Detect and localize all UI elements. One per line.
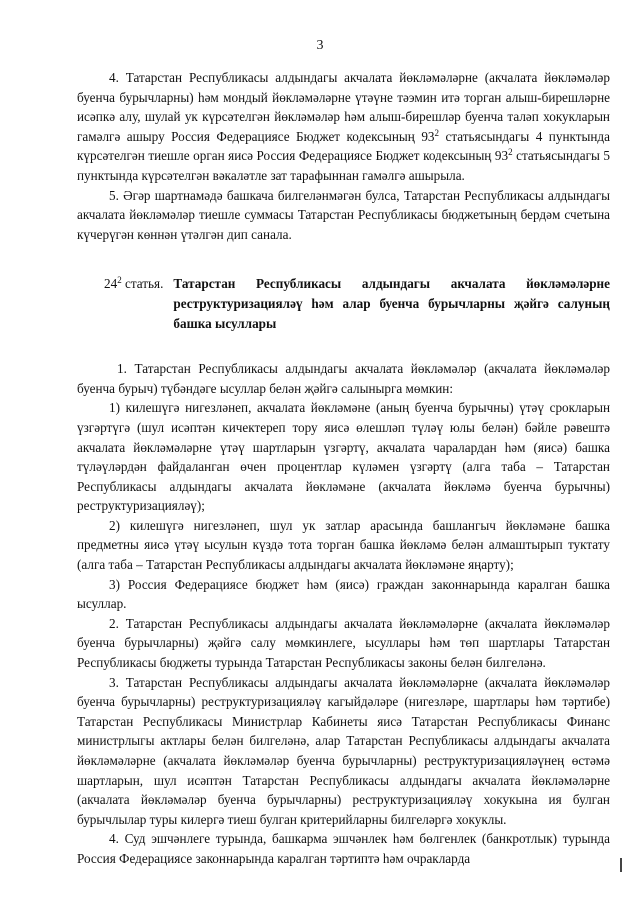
superscript: 2 bbox=[508, 147, 513, 158]
paragraph-4: 4. Суд эшчәнлеге турында, башкарма эшчәнлек һәм бөлгенлек (банкротлык) турында Россия Федерациясе законнарында каралган тәртиптә һәм очракларда bbox=[77, 831, 610, 866]
article-number: $24^2$ статья. bbox=[104, 275, 164, 292]
paragraph-3: 3. Татарстан Республикасы алдындагы акчалата йөкләмәләрне (акчалата йөкләмәләр буенча бурычларны) реструктуризацияләү кагыйдәләре (нигезләре, шартлары һәм тәртибе) Татарстан Республикасы Министрлар Кабинеты яисә Татарстан Республикасы Финанс министрлыгы актлары белән билгеләнә, алар Татарстан Республикасы алдындагы акчалата йөкләмәләрне (акчалата йөкләмәләр буенча бурычларны) реструктуризацияләүнең өстәмә шартларын, шул исәптән Татарстан Республикасы алдындагы акчалата йөкләмәләрне (акчалата йөкләмәләр буенча бурычларны) реструктуризацияләү хокукына ия булган бурычлылар туры килергә тиеш булган критерийларны билгеләргә хокуклы. bbox=[77, 674, 610, 827]
subitem-2: 2) килешүгә нигезләнеп, шул ук затлар арасында башлангыч йөкләмәне башка предметны яисә үтәү ысулын күздә тота торган башка йөкләмә белән алмаштырып туктату (алга таба – Татарстан Республикасы алдындагы акчалата йөкләмәне яңарту); bbox=[77, 517, 610, 573]
paragraph-text: 4. Татарстан Республикасы алдындагы акчалата йөкләмәләрне (акчалата йөкләмәләр буенча бурычларны) һәм мондый йөкләмәләрне үтәүне тәэмин итә торган алыш-бирешләрне исәпкә алу, шулай ук күрсәтелгән йөкләмәләр һәм алыш-бирешләр буенча таләп хокукларын гамәлгә ашыру Россия Федерациясе Бюджет кодексының 93 bbox=[77, 70, 610, 144]
paragraph-5-top: 5. Әгәр шартнамәдә башкача билгеләнмәгән булса, Татарстан Республикасы алдындагы акчалата йөкләмәләр тиешле суммасы Татарстан Республикасы бюджетының бердәм счетына күчерүгән көннән үтәлгән дип санала. bbox=[77, 187, 610, 242]
article-heading bbox=[77, 274, 610, 333]
subitem-3: 3) Россия Федерациясе бюджет һәм (яисә) граждан законнарында каралган башка ысуллар. bbox=[77, 576, 610, 612]
paragraph-text: статьясындагы 5 пунктында күрсәтелгән вәкаләтле зат тарафыннан гамәлгә ашырыла. bbox=[77, 148, 610, 183]
page-number: 3 bbox=[316, 38, 324, 53]
scan-mark bbox=[620, 858, 622, 872]
document-body bbox=[77, 68, 610, 869]
paragraph-1: 1. Татарстан Республикасы алдындагы акчалата йөкләмәләр (акчалата йөкләмәләр буенча бурыч) түбәндәге ысуллар белән җәйгә салынырга мөмкин: bbox=[77, 361, 610, 396]
paragraph-text: статьясындагы 4 пунктында күрсәтелгән тиешле орган яисә Россия Федерациясе Бюджет кодексының 93 bbox=[77, 128, 610, 164]
subitem-1: 1) килешүгә нигезләнеп, акчалата йөкләмәне (аның буенча бурычны) үтәү срокларын үзгәртүгә (шул исәптән кичектереп тору яисә өлешләп түләү юлы белән) бәйле рәвештә акчалата йөкләмәләрне үтәү шартларын үзгәртү, акчалата чаралардан һәм (яисә) башка түләүләрдән файдаланган өчен процентлар күләмен үзгәртү (алга таба – Татарстан Республикасы алдындагы акчалата йөкләмәне (акчалата йөкләмә буенча бурычны) реструктуризацияләү); bbox=[77, 400, 610, 514]
paragraph-4-top bbox=[77, 68, 610, 186]
paragraph-2: 2. Татарстан Республикасы алдындагы акчалата йөкләмәләрне (акчалата йөкләмәләр буенча бурычларны) җәйгә салу мөмкинлеге, ысуллары һәм төп шартлары Татарстан Республикасы бюджеты турында Татарстан Республикасы законы белән билгеләнә. bbox=[77, 615, 610, 671]
superscript: 2 bbox=[434, 127, 440, 138]
article-title: Татарстан Республикасы алдындагы акчалата йөкләмәләрне реструктуризацияләү һәм алар буенча бурычларны җәйгә салуның башка ысуллары bbox=[173, 276, 610, 331]
